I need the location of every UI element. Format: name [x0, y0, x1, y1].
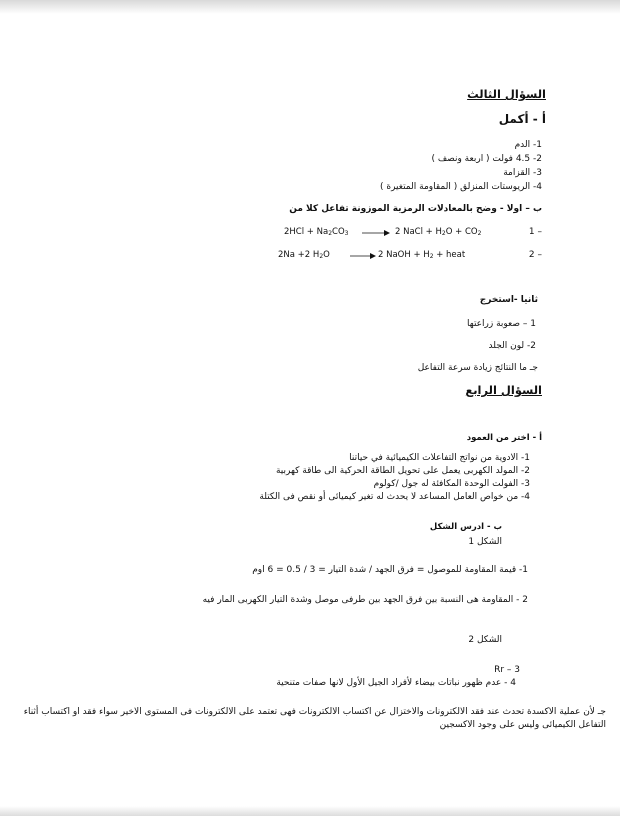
q3-item-1: 1- الدم	[514, 140, 542, 150]
eq2-number: – 2	[528, 250, 542, 260]
q3-second-item-2: 2- لون الجلد	[488, 341, 536, 351]
q4-part-c: جـ لأن عملية الاكسدة تحدث عند فقد الالكترونات والاختزال عن اكتساب الالكترونات فهى تعتمد على الالكترونات فى المستوى الاخير سواء فقد او اكتساب أثناء التفاعل الكيميائى وليس على وجود الاكسجين	[23, 707, 606, 730]
q4-part-a: أ - اختر من العمود	[466, 433, 542, 443]
q4-title: السؤال الرابع	[465, 383, 542, 397]
q4-part-b: ب - ادرس الشكل	[429, 522, 502, 532]
eq2-arrow-icon	[350, 252, 376, 260]
eq1-arrow-icon	[362, 229, 390, 237]
q4-item-1: 1- الادوية من نواتج التفاعلات الكيميائية في حياتنا	[349, 453, 530, 463]
q3-title: السؤال الثالث	[467, 87, 546, 101]
shape-2-label: الشكل 2	[468, 635, 502, 645]
q3-part-a: أ - أكمل	[498, 112, 546, 126]
eq1-reactants: $2HCl + Na_2CO_3$	[284, 227, 349, 237]
shape-2-item-4: 4 - عدم ظهور نباتات بيضاء لأفراد الجيل الأول لانها صفات متنحية	[276, 678, 516, 688]
q3-item-2: 2- 4.5 فولت ( اربعة ونصف )	[431, 154, 542, 164]
shape-1-item-1: 1- قيمة المقاومة للموصول = فرق الجهد / شدة التيار = 3 / 0.5 = 6 اوم	[252, 565, 528, 575]
shape-1-label: الشكل 1	[468, 537, 502, 547]
q3-item-3: 3- القزامة	[503, 168, 542, 178]
q3-second: ثانيا -استخرج	[479, 295, 538, 305]
shape-1-item-2: 2 - المقاومة هى النسبة بين فرق الجهد بين طرفى موصل وشدة التيار الكهربى المار فيه	[202, 595, 528, 605]
eq2-reactants: 2Na +2 $H_2O$	[278, 250, 330, 260]
q3-item-4: 4- الريوستات المنزلق ( المقاومة المتغيرة )	[379, 182, 542, 192]
q3-part-c: جـ ما النتائج زيادة سرعة التفاعل	[417, 363, 538, 373]
q4-item-4: 4- من خواص العامل المساعد لا يحدث له تغير كيميائى أو نقص فى الكتلة	[259, 492, 530, 502]
eq1-number: – 1	[528, 227, 542, 237]
q3-second-item-1: 1 – صعوبة زراعتها	[467, 319, 536, 329]
q4-item-3: 3- الفولت الوحدة المكافئة له جول /كولوم	[373, 479, 530, 489]
page-shadow-bottom	[0, 806, 620, 816]
shape-2-item-3: Rr – 3	[494, 665, 520, 675]
q3-part-b: ب – اولا - وضح بالمعادلات الرمزية الموزونة تفاعل كلا من	[289, 204, 542, 214]
eq1-products: 2 NaCl + $H_2O + CO_2$	[395, 227, 482, 237]
eq2-products: 2 NaOH + $H_2$ + heat	[378, 250, 466, 260]
q4-item-2: 2- المولد الكهربى يعمل على تحويل الطاقة الحركية الى طاقة كهربية	[275, 466, 530, 476]
page-shadow-top	[0, 0, 620, 14]
